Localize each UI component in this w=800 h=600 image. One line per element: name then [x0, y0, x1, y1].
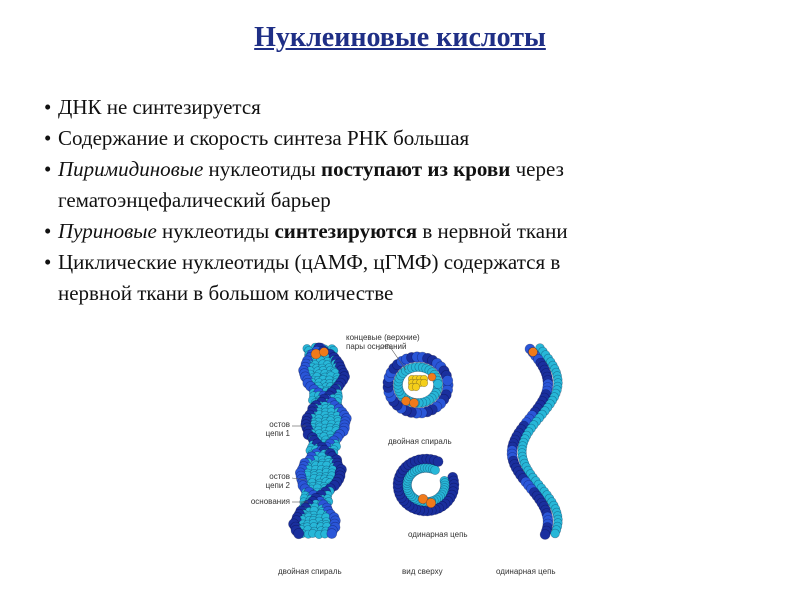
- label-backbone-2: остов цепи 2: [265, 472, 290, 490]
- dna-models-image: [228, 330, 588, 585]
- caption-double-helix: двойная спираль: [278, 567, 342, 576]
- bullet-item: • ДНК не синтезируется: [44, 95, 261, 119]
- bullet-text: Содержание и скорость синтеза РНК большая: [58, 126, 470, 150]
- bold-phrase: поступают из крови: [320, 157, 511, 181]
- slide-title: Нуклеиновые кислоты: [254, 22, 546, 53]
- caption-single-chain: одинарная цепь: [496, 567, 556, 576]
- bold-phrase: синтезируются: [274, 219, 418, 243]
- bullet-item: • Пуриновые нуклеотиды синтезируются в нервной ткани: [44, 219, 568, 243]
- italic-term: Пуриновые: [58, 219, 157, 243]
- bullet-item: • Содержание и скорость синтеза РНК большая: [44, 126, 470, 150]
- bullet-item: • Циклические нуклеотиды (цАМФ, цГМФ) содержатся в нервной ткани в большом количестве: [44, 247, 764, 309]
- italic-term: Пиримидиновые: [58, 157, 204, 181]
- bullet-text: Циклические нуклеотиды (цАМФ, цГМФ) содержатся в: [58, 250, 561, 274]
- bullet-text: в нервной ткани: [417, 219, 568, 243]
- bullet-continuation: нервной ткани в большом количестве: [58, 281, 394, 305]
- single-chain-model: [507, 344, 562, 540]
- label-double-helix-mid: двойная спираль: [388, 437, 452, 446]
- bullet-text: ДНК не синтезируется: [58, 95, 261, 119]
- bullet-item: • Пиримидиновые нуклеотиды поступают из крови через гематоэнцефалический барьер: [44, 154, 764, 216]
- label-backbone-1: остов цепи 1: [265, 420, 290, 438]
- double-helix-model: [289, 343, 352, 539]
- bullet-text: нуклеотиды: [156, 219, 275, 243]
- bullet-text: через: [510, 157, 564, 181]
- bullet-continuation: гематоэнцефалический барьер: [58, 188, 331, 212]
- label-bases: основания: [250, 497, 290, 506]
- dna-models-figure: [228, 330, 588, 585]
- bullet-text: нуклеотиды: [203, 157, 321, 181]
- label-single-chain-mid: одинарная цепь: [408, 530, 468, 539]
- top-view-single-chain-model: [393, 454, 459, 516]
- bullet-list: [44, 92, 764, 309]
- top-view-helix-model: [383, 352, 453, 418]
- label-top-pairs: концевые (верхние) пары оснований: [346, 333, 420, 351]
- caption-top-view: вид сверху: [402, 567, 443, 576]
